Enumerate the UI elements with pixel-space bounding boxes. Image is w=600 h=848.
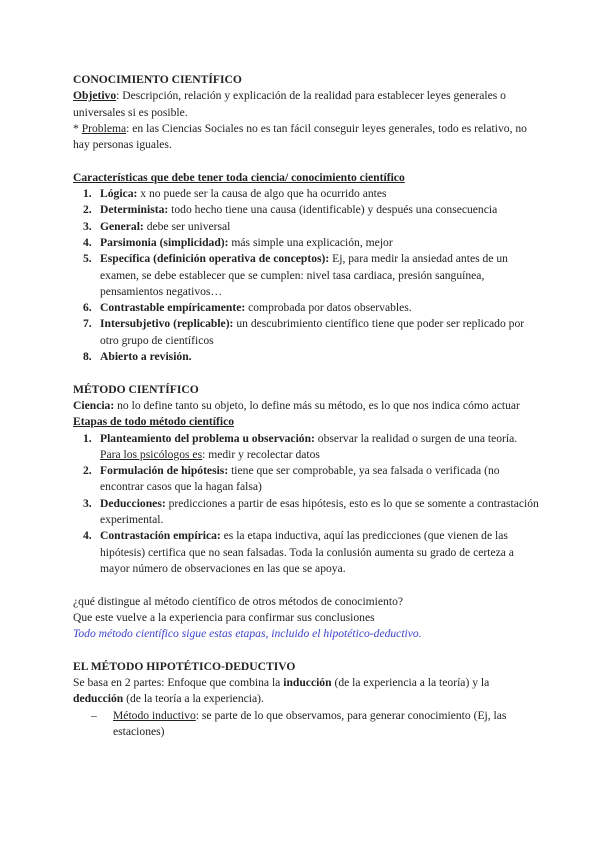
objetivo-paragraph bbox=[73, 88, 539, 121]
objetivo-text: : Descripción, relación y explicación de la realidad para establecer leyes generales o universales si es posible. bbox=[73, 89, 506, 119]
inductivo-item bbox=[73, 708, 539, 741]
deduccion-term: deducción bbox=[73, 692, 124, 706]
list-number: 1. bbox=[83, 431, 92, 445]
spacer bbox=[73, 577, 539, 593]
list-item bbox=[73, 463, 539, 496]
spacer bbox=[73, 642, 539, 658]
list-item bbox=[73, 202, 539, 218]
induccion-term: inducción bbox=[283, 675, 332, 689]
problema-prefix: * bbox=[73, 121, 82, 135]
item-label: Parsimonia (simplicidad): bbox=[100, 235, 229, 249]
section-title-hipotetico: EL MÉTODO HIPOTÉTICO-DEDUCTIVO bbox=[73, 659, 296, 673]
caracteristicas-list bbox=[73, 186, 539, 365]
item-label: Lógica: bbox=[100, 187, 138, 201]
ciencia-text: no lo define tanto su objeto, lo define más su método, es lo que nos indica cómo actuar bbox=[114, 398, 520, 412]
item-label: Específica (definición operativa de conceptos): bbox=[100, 252, 330, 266]
list-number: 1. bbox=[83, 187, 92, 201]
item-label: Intersubjetivo (replicable): bbox=[100, 317, 234, 331]
inductivo-text: : se parte de lo que observamos, para generar conocimiento (Ej, las estaciones) bbox=[113, 708, 507, 738]
inductivo-label: Método inductivo bbox=[113, 708, 196, 722]
list-item bbox=[73, 496, 539, 529]
item-extra-text: : medir y recolectar datos bbox=[202, 447, 320, 461]
item-text: es la etapa inductiva, aquí las predicciones (que vienen de las hipótesis) certifica que no sean falsadas. Toda la conlusión aumenta su grado de certeza a mayor número de observaciones en las que se apoya. bbox=[100, 529, 514, 575]
item-text: Ej, para medir la ansiedad antes de un examen, se debe establecer que se cumplen: nivel tasa cardiaca, presión sanguínea, pensamientos negativos… bbox=[100, 252, 508, 298]
list-number: 2. bbox=[83, 464, 92, 478]
spacer bbox=[73, 153, 539, 169]
note-line: Todo método científico sigue estas etapas, incluido el hipotético-deductivo. bbox=[73, 627, 422, 641]
item-text: x no puede ser la causa de algo que ha ocurrido antes bbox=[137, 187, 387, 201]
item-text: comprobada por datos observables. bbox=[245, 301, 412, 315]
list-item bbox=[73, 316, 539, 349]
item-text: un descubrimiento científico tiene que poder ser replicado por otro grupo de científicos bbox=[100, 317, 525, 347]
ciencia-label: Ciencia: bbox=[73, 398, 115, 412]
item-text: observar la realidad o surgen de una teoría. bbox=[314, 431, 518, 445]
text-run: (de la experiencia a la teoría) y la bbox=[331, 675, 490, 689]
caracteristicas-heading: Características que debe tener toda ciencia/ conocimiento científico bbox=[73, 170, 405, 184]
section-title-metodo: MÉTODO CIENTÍFICO bbox=[73, 382, 199, 396]
list-number: 2. bbox=[83, 203, 92, 217]
document-page bbox=[73, 72, 539, 740]
list-item bbox=[73, 219, 539, 235]
problema-label: Problema bbox=[81, 121, 127, 135]
item-label: Contrastación empírica: bbox=[100, 529, 221, 543]
etapas-heading: Etapas de todo método científico bbox=[73, 415, 235, 429]
text-run: (de la teoría a la experiencia). bbox=[123, 692, 264, 706]
list-number: 6. bbox=[83, 301, 92, 315]
hipotetico-paragraph bbox=[73, 675, 539, 708]
list-number: 4. bbox=[83, 235, 92, 249]
item-text: debe ser universal bbox=[143, 219, 231, 233]
item-underlined-text: Para los psicólogos es bbox=[100, 447, 203, 461]
list-item bbox=[73, 528, 539, 577]
item-label: Abierto a revisión. bbox=[100, 350, 192, 364]
item-label: Planteamiento del problema u observación: bbox=[100, 431, 315, 445]
item-text: todo hecho tiene una causa (identificable) y después una consecuencia bbox=[168, 203, 498, 217]
etapas-list bbox=[73, 431, 539, 578]
item-label: Determinista: bbox=[100, 203, 169, 217]
item-label: Deducciones: bbox=[100, 496, 166, 510]
answer-line: Que este vuelve a la experiencia para confirmar sus conclusiones bbox=[73, 610, 375, 624]
list-number: 8. bbox=[83, 350, 92, 364]
list-item bbox=[73, 186, 539, 202]
list-item bbox=[73, 300, 539, 316]
objetivo-label: Objetivo bbox=[73, 89, 117, 103]
list-item bbox=[73, 431, 539, 464]
problema-paragraph bbox=[73, 121, 539, 154]
section-title-conocimiento: CONOCIMIENTO CIENTÍFICO bbox=[73, 73, 242, 86]
ciencia-paragraph bbox=[73, 398, 539, 414]
list-number: 4. bbox=[83, 529, 92, 543]
item-text: más simple una explicación, mejor bbox=[228, 235, 393, 249]
item-text: tiene que ser comprobable, ya sea falsada o verificada (no encontrar casos que la hagan falsa) bbox=[100, 464, 500, 494]
question-line: ¿qué distingue al método científico de otros métodos de conocimiento? bbox=[73, 594, 404, 608]
item-label: Contrastable empíricamente: bbox=[100, 301, 246, 315]
list-number: 7. bbox=[83, 317, 92, 331]
list-item bbox=[73, 235, 539, 251]
list-number: 3. bbox=[83, 496, 92, 510]
spacer bbox=[73, 365, 539, 381]
item-label: Formulación de hipótesis: bbox=[100, 464, 229, 478]
list-number: 3. bbox=[83, 219, 92, 233]
item-label: General: bbox=[100, 219, 144, 233]
item-text: predicciones a partir de esas hipótesis, esto es lo que se somente a contrastación experimental. bbox=[100, 496, 539, 527]
dash-bullet: – bbox=[91, 708, 97, 722]
text-run: Se basa en 2 partes: Enfoque que combina la bbox=[73, 675, 284, 689]
problema-text: : en las Ciencias Sociales no es tan fácil conseguir leyes generales, todo es relativo, no hay personas iguales. bbox=[73, 121, 527, 152]
list-number: 5. bbox=[83, 252, 92, 266]
list-item bbox=[73, 251, 539, 300]
list-item bbox=[73, 349, 539, 365]
